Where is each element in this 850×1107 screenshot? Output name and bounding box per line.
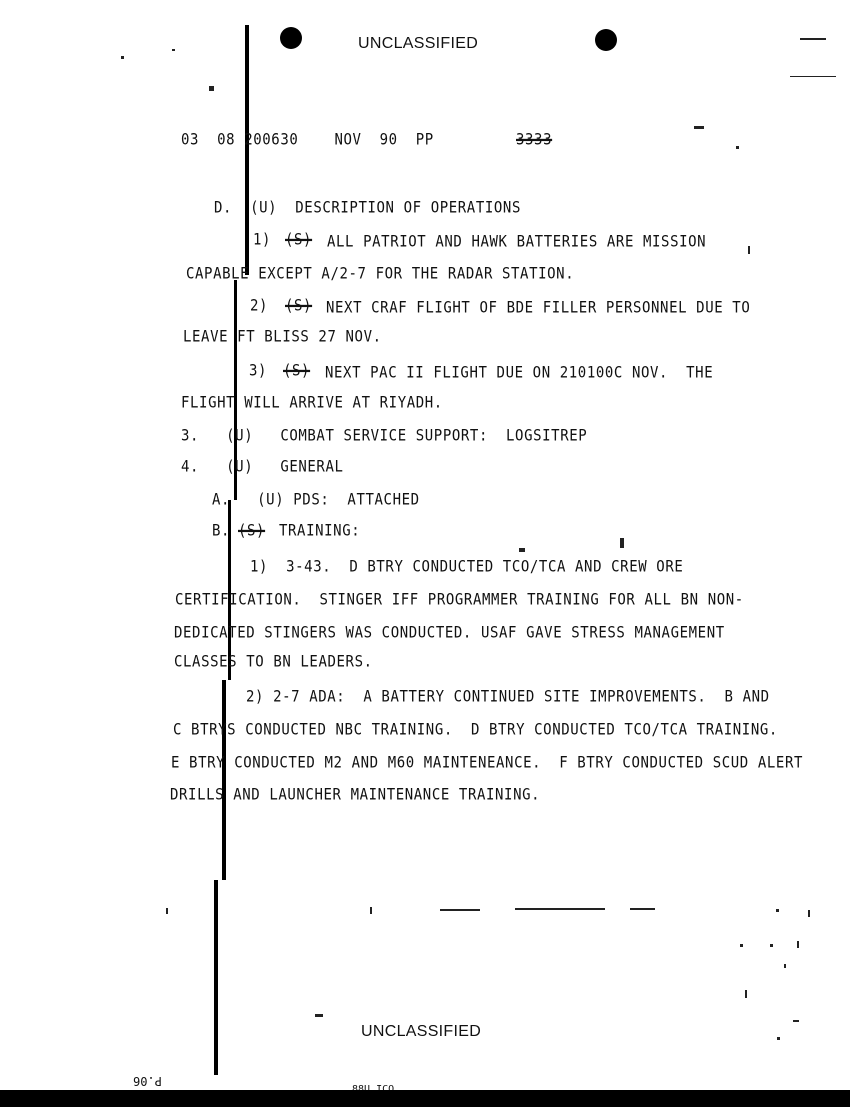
item3-text: NEXT PAC II FLIGHT DUE ON 210100C NOV. THE: [325, 364, 714, 382]
section-d-heading: D. (U) DESCRIPTION OF OPERATIONS: [214, 199, 521, 217]
section-4a: A. (U) PDS: ATTACHED: [212, 491, 420, 509]
speck: [630, 908, 655, 910]
message-dtg: 03 08 200630 NOV 90 PP: [181, 131, 434, 149]
item2-text: NEXT CRAF FLIGHT OF BDE FILLER PERSONNEL DUE TO: [326, 299, 751, 317]
speck: [776, 909, 779, 912]
item1-number: 1): [253, 231, 272, 249]
speck: [166, 908, 168, 914]
training2-line3: E BTRY CONDUCTED M2 AND M60 MAINTENEANCE. F BTRY CONDUCTED SCUD ALERT: [171, 754, 804, 772]
item3-continuation: FLIGHT WILL ARRIVE AT RIYADH.: [181, 394, 443, 412]
item1-text: ALL PATRIOT AND HAWK BATTERIES ARE MISSION: [327, 233, 707, 251]
item3-number: 3): [249, 362, 268, 380]
speck: [784, 964, 786, 968]
item1-continuation: CAPABLE EXCEPT A/2-7 FOR THE RADAR STATION.: [186, 265, 575, 283]
item2-continuation: LEAVE FT BLISS 27 NOV.: [183, 328, 382, 346]
section-4b-marking: (S): [238, 522, 266, 540]
item3-marking: (S): [283, 362, 311, 380]
training1-line4: CLASSES TO BN LEADERS.: [174, 653, 373, 671]
speck: [172, 49, 175, 51]
speck: [770, 944, 773, 947]
item2-marking: (S): [285, 297, 313, 315]
training2-line1: 2) 2-7 ADA: A BATTERY CONTINUED SITE IMPROVEMENTS. B AND: [246, 688, 770, 706]
page-number: P.06: [133, 1074, 162, 1088]
copy-edge-line: [222, 680, 226, 880]
speck: [620, 538, 624, 548]
speck: [519, 548, 525, 552]
item2-number: 2): [250, 297, 269, 315]
copy-edge-line: [214, 880, 218, 1075]
speck: [808, 910, 810, 917]
scan-bottom-edge: [0, 1090, 850, 1107]
speck: [797, 941, 799, 948]
training2-line2: C BTRYS CONDUCTED NBC TRAINING. D BTRY CONDUCTED TCO/TCA TRAINING.: [173, 721, 778, 739]
copy-edge-line: [245, 25, 249, 275]
speck: [740, 944, 743, 947]
footer-classification: UNCLASSIFIED: [361, 1023, 482, 1040]
speck: [777, 1037, 780, 1040]
speck: [745, 990, 747, 998]
training1-line2: CERTIFICATION. STINGER IFF PROGRAMMER TRAINING FOR ALL BN NON-: [175, 591, 744, 609]
item1-marking: (S): [285, 231, 313, 249]
message-code: 3333: [516, 131, 553, 149]
section-4b-label: B.: [212, 522, 231, 540]
training2-line4: DRILLS AND LAUNCHER MAINTENANCE TRAINING.: [170, 786, 541, 804]
speck: [694, 126, 704, 129]
section-4: 4. (U) GENERAL: [181, 458, 344, 476]
speck: [440, 909, 480, 911]
speck: [209, 86, 214, 91]
speck: [736, 146, 739, 149]
speck: [748, 246, 750, 254]
speck: [315, 1014, 323, 1017]
training1-line1: 1) 3-43. D BTRY CONDUCTED TCO/TCA AND CREW ORE: [250, 558, 684, 576]
speck: [790, 76, 836, 77]
section-4b-text: TRAINING:: [279, 522, 361, 540]
punch-hole-right: [595, 29, 617, 51]
header-classification: UNCLASSIFIED: [358, 35, 479, 52]
speck: [800, 38, 826, 40]
punch-hole-left: [280, 27, 302, 49]
speck: [121, 56, 124, 59]
speck: [793, 1020, 799, 1022]
section-3: 3. (U) COMBAT SERVICE SUPPORT: LOGSITREP: [181, 427, 588, 445]
speck: [370, 907, 372, 914]
training1-line3: DEDICATED STINGERS WAS CONDUCTED. USAF GAVE STRESS MANAGEMENT: [174, 624, 725, 642]
speck: [515, 908, 605, 910]
